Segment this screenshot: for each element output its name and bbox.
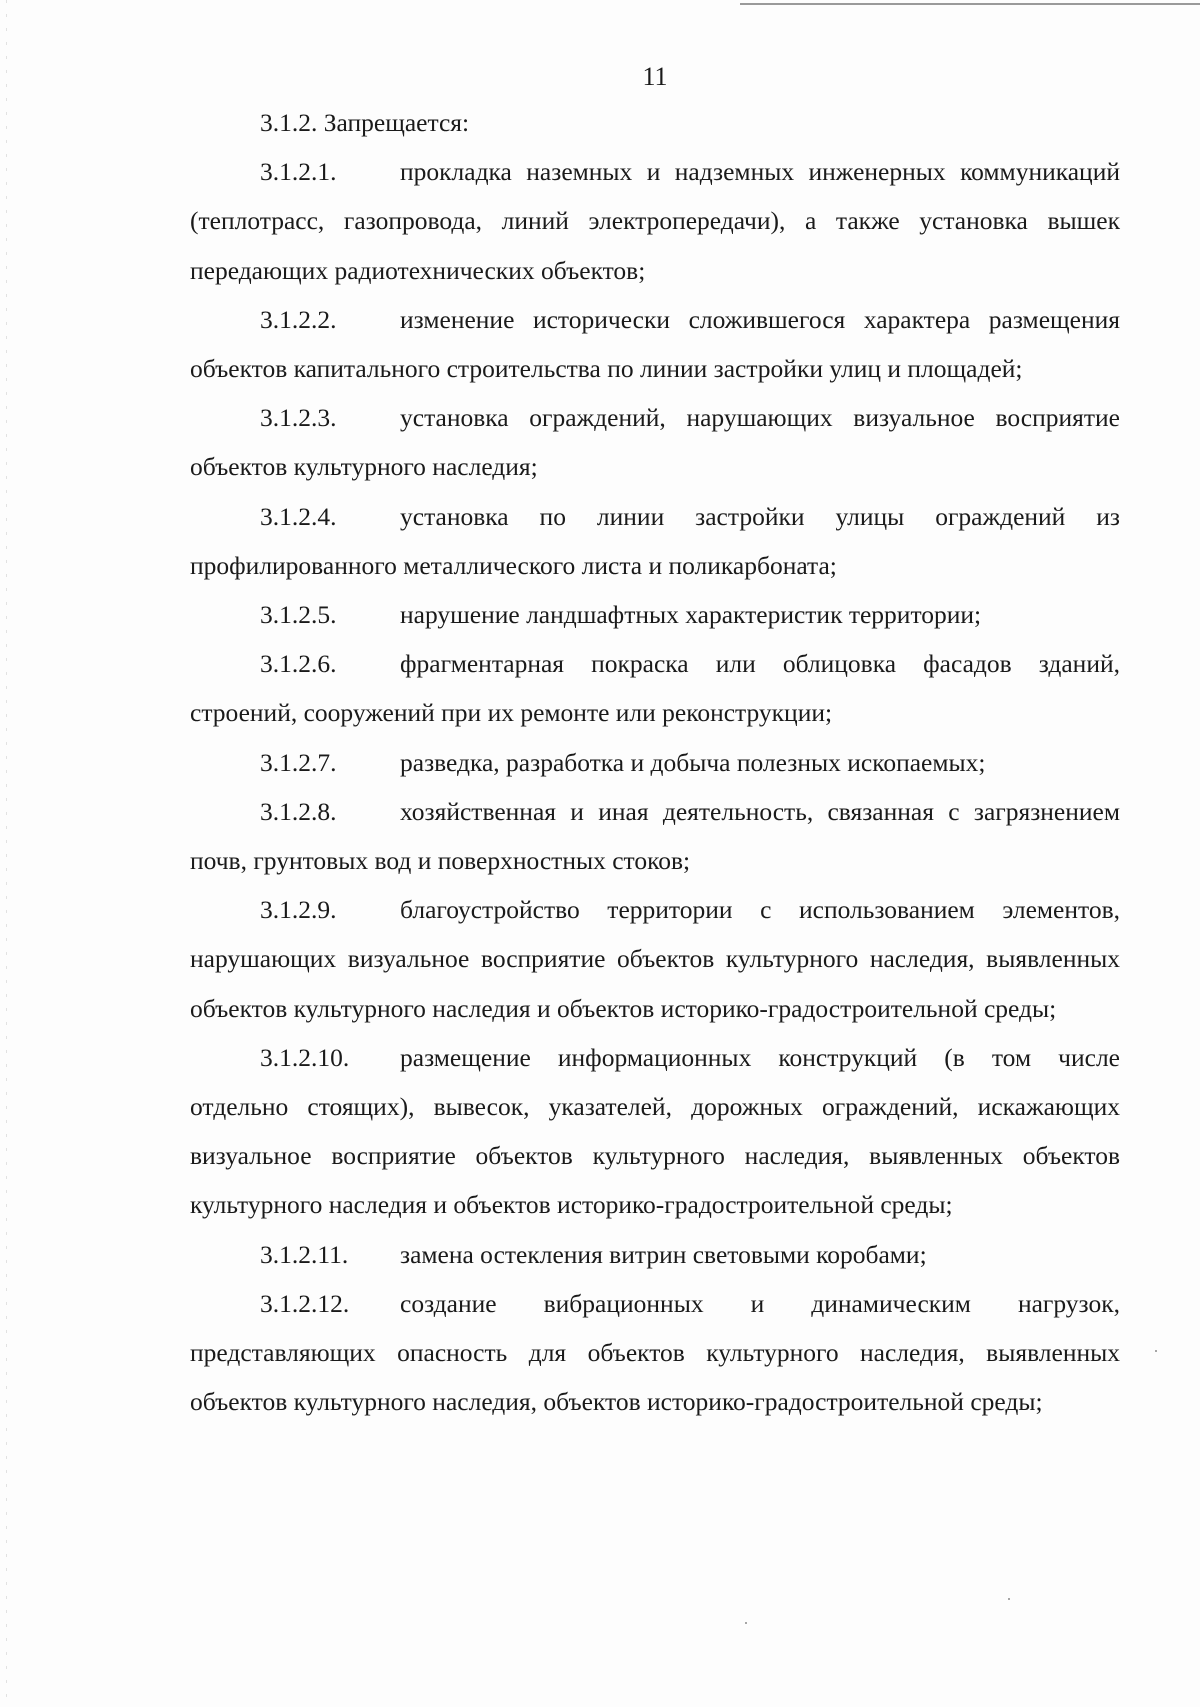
item-text: хозяйственная и иная деятельность, связанная с загрязнением почв, грунтовых вод и поверхностных стоков;	[190, 796, 1120, 876]
list-item	[190, 147, 1120, 295]
item-text: разведка, разработка и добыча полезных ископаемых;	[400, 747, 986, 777]
item-number: 3.1.2.2.	[260, 304, 337, 334]
scan-left-edge	[6, 0, 7, 1707]
item-number: 3.1.2.5.	[260, 600, 337, 630]
scan-speck	[1155, 1350, 1157, 1352]
item-text: нарушение ландшафтных характеристик территории;	[400, 600, 982, 630]
scan-speck	[1008, 1598, 1010, 1600]
item-text: фрагментарная покраска или облицовка фасадов зданий, строений, сооружений при их ремонте или реконструкции;	[190, 649, 1120, 728]
item-text: благоустройство территории с использованием элементов, нарушающих визуальное восприятие объектов культурного наследия, выявленных объектов культурного наследия и объектов историко-градостроительной среды;	[190, 895, 1120, 1023]
list-item	[190, 393, 1120, 491]
list-item	[190, 492, 1120, 590]
item-text: установка по линии застройки улицы ограждений из профилированного металлического листа и поликарбоната;	[190, 501, 1120, 580]
item-number: 3.1.2.12.	[260, 1288, 350, 1318]
list-item	[190, 738, 1120, 787]
list-item	[190, 1230, 1120, 1279]
page-number: 11	[642, 62, 668, 91]
item-number: 3.1.2.7.	[260, 747, 337, 777]
item-number: 3.1.2.6.	[260, 649, 337, 679]
item-number: 3.1.2.3.	[260, 403, 337, 433]
list-item	[190, 1279, 1120, 1427]
list-item	[190, 639, 1120, 737]
item-text: замена остекления витрин световыми коробами;	[400, 1239, 927, 1269]
list-item	[190, 885, 1120, 1033]
item-number: 3.1.2.1.	[260, 157, 337, 187]
item-number: 3.1.2.11.	[260, 1239, 349, 1269]
list-item	[190, 787, 1120, 885]
item-number: 3.1.2.9.	[260, 895, 337, 925]
document-body	[190, 98, 1120, 1426]
item-text: размещение информационных конструкций (в том числе отдельно стоящих), вывесок, указателей, дорожных ограждений, искажающих визуальное восприятие объектов культурного наследия, выявленных объектов культурного наследия и объектов историко-градостроительной среды;	[190, 1042, 1120, 1220]
item-number: 3.1.2.10.	[260, 1042, 350, 1072]
list-item	[190, 295, 1120, 393]
item-text: установка ограждений, нарушающих визуальное восприятие объектов культурного наследия;	[190, 403, 1120, 482]
paragraph-text: 3.1.2. Запрещается:	[260, 108, 470, 137]
item-text: изменение исторически сложившегося характера размещения объектов капитального строительства по линии застройки улиц и площадей;	[190, 304, 1120, 384]
item-number: 3.1.2.8.	[260, 796, 337, 826]
list-item	[190, 590, 1120, 639]
scan-edge-line	[740, 3, 1200, 5]
item-text: прокладка наземных и надземных инженерных коммуникаций (теплотрасс, газопровода, линий электропередачи), а также установка вышек передающих радиотехнических объектов;	[190, 157, 1120, 285]
scan-speck	[745, 1622, 747, 1624]
item-number: 3.1.2.4.	[260, 501, 337, 531]
section-heading	[190, 98, 1120, 147]
list-item	[190, 1033, 1120, 1230]
item-text: создание вибрационных и динамическим нагрузок, представляющих опасность для объектов культурного наследия, выявленных объектов культурного наследия, объектов историко-градостроительной среды;	[190, 1288, 1120, 1417]
